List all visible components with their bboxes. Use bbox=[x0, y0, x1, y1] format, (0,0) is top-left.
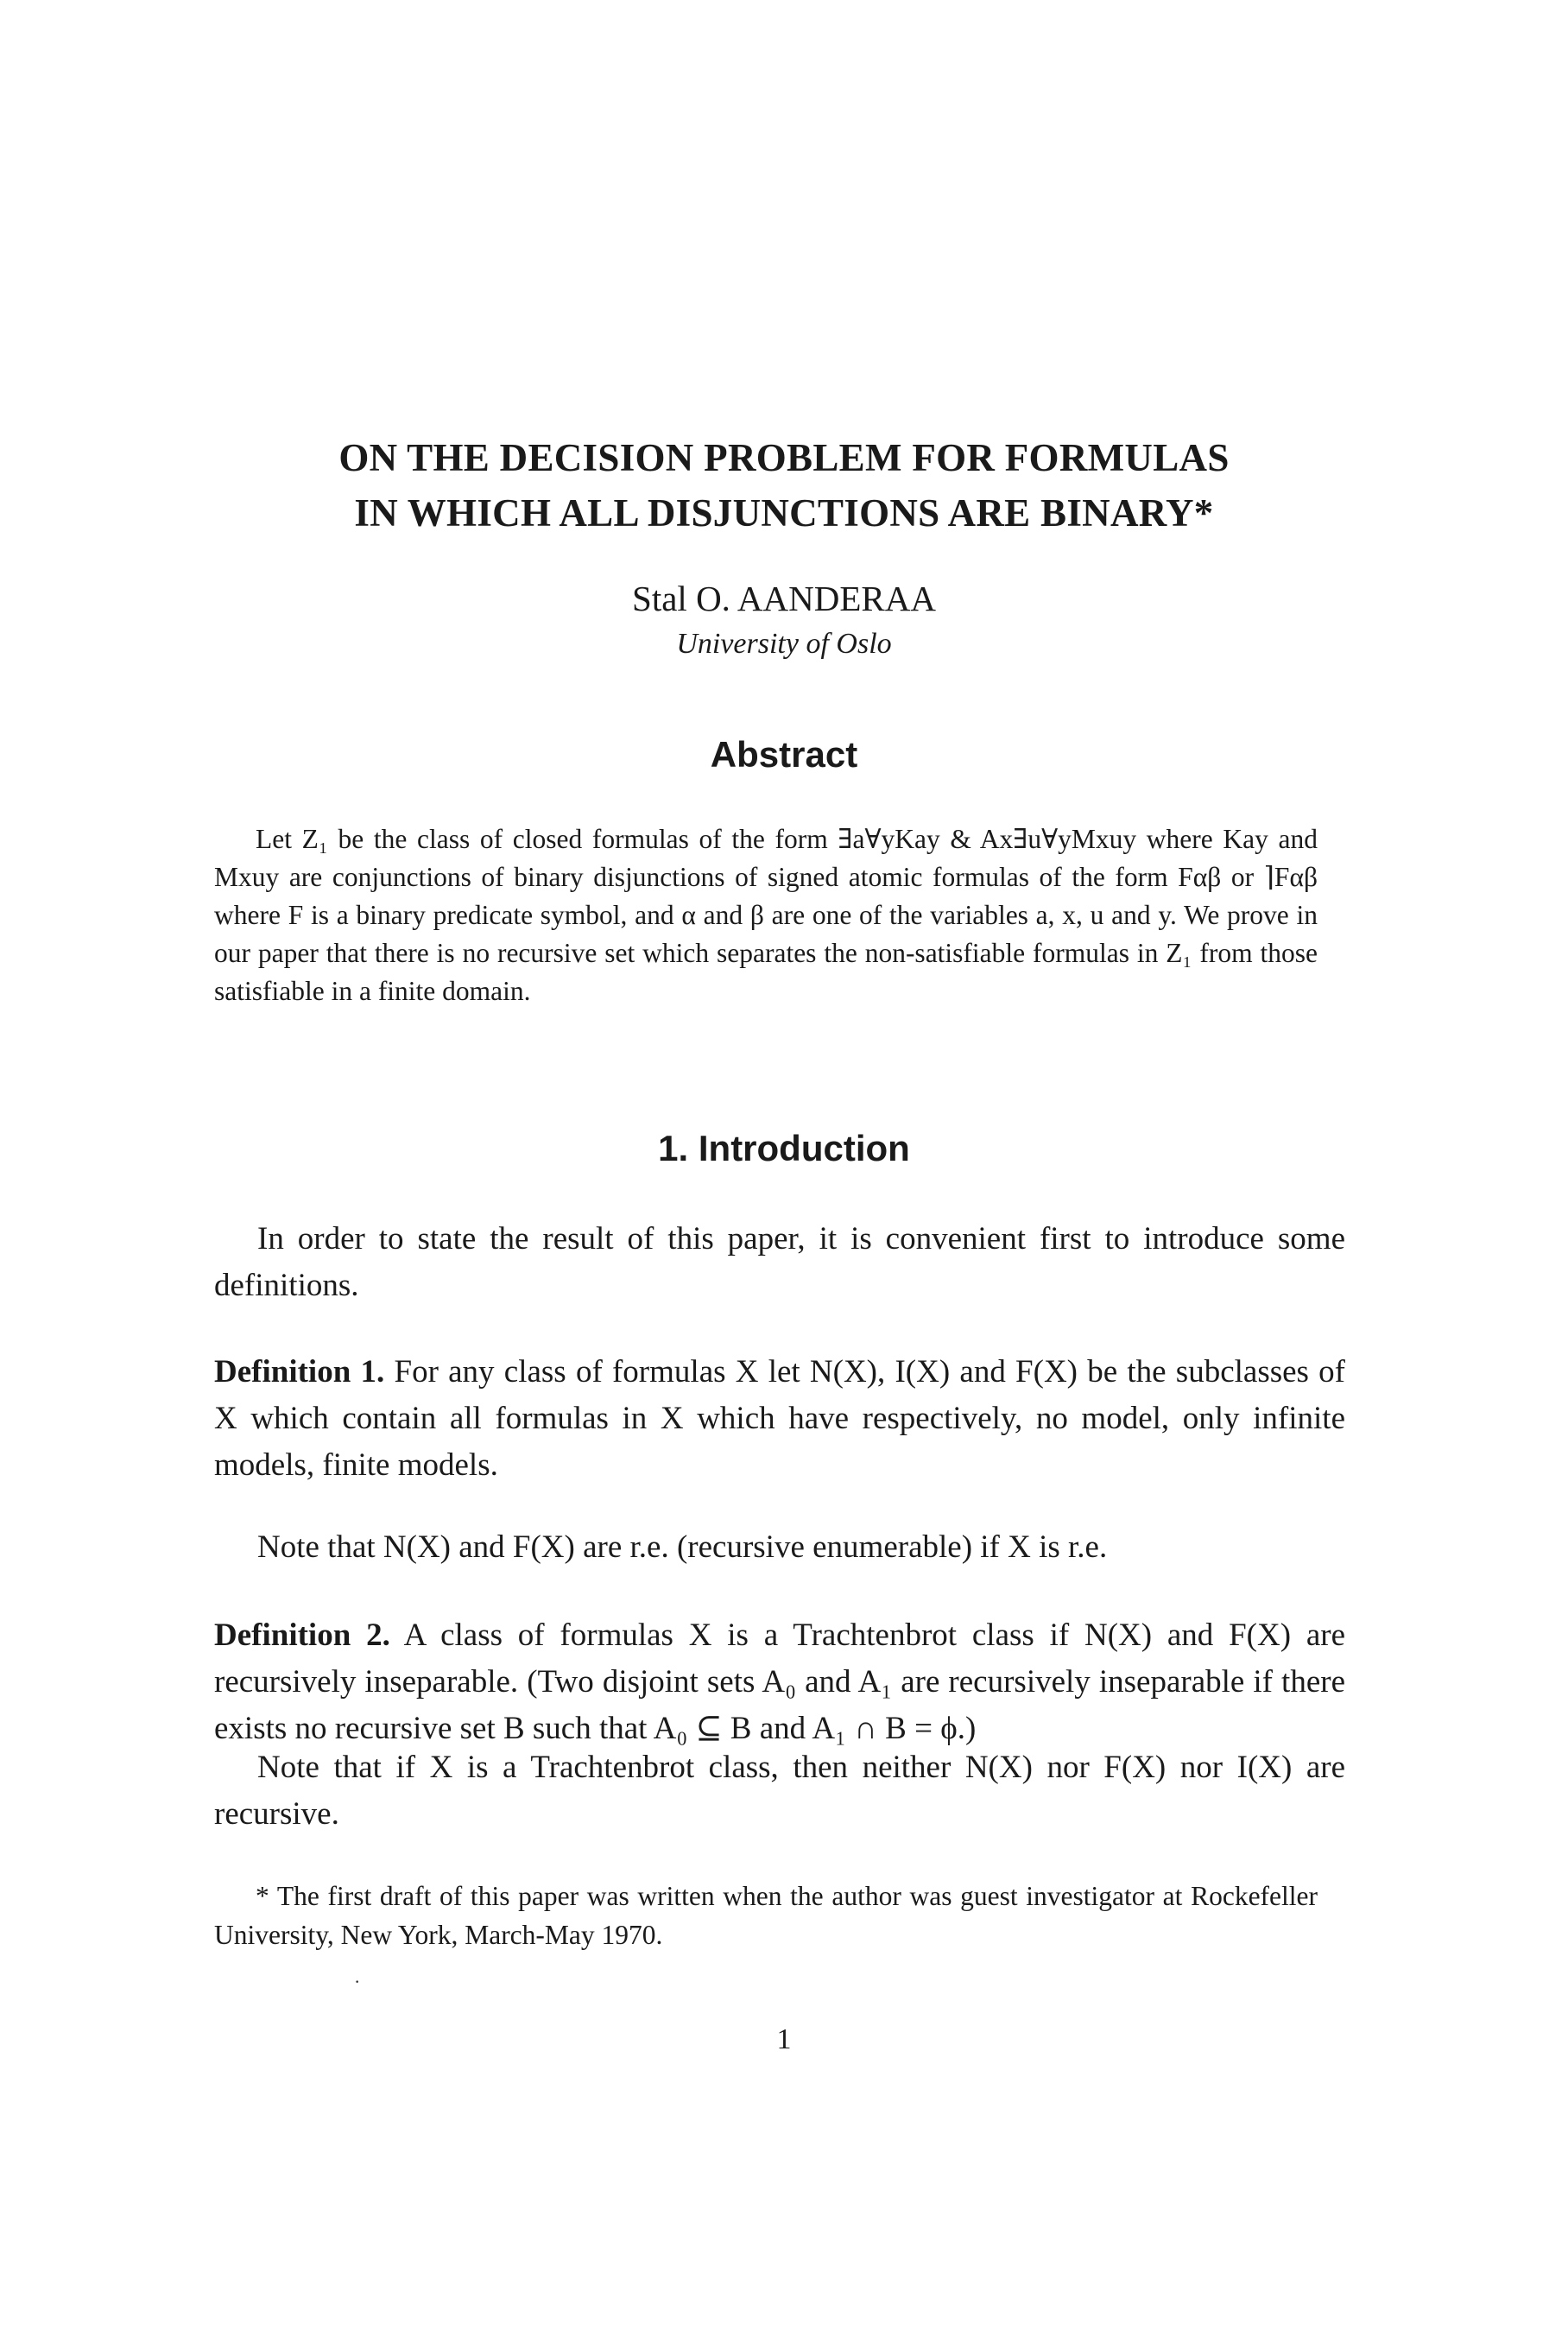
abstract-heading: Abstract bbox=[710, 734, 858, 775]
title-line-1: ON THE DECISION PROBLEM FOR FORMULAS bbox=[338, 436, 1230, 479]
intro-paragraph: In order to state the result of this paper, it is convenient first to introduce some definitions. bbox=[214, 1221, 1345, 1303]
footnote-text: * The first draft of this paper was written when the author was guest investigator at Rockefeller University, New York, March-May 1970. bbox=[214, 1881, 1318, 1950]
definition-1-label: Definition 1. bbox=[214, 1354, 385, 1390]
paper-title bbox=[0, 430, 1568, 541]
definition-1-text: For any class of formulas X let N(X), I(X) and F(X) be the subclasses of X which contain all formulas in X which have respectively, no model, only infinite models, finite models. bbox=[214, 1354, 1345, 1483]
abstract-body bbox=[214, 820, 1318, 1010]
definition-1 bbox=[214, 1349, 1345, 1489]
stray-mark: · bbox=[354, 1971, 361, 1992]
note-1-block bbox=[214, 1524, 1345, 1571]
author-name: Stal O. AANDERAA bbox=[632, 579, 936, 618]
title-line-2: IN WHICH ALL DISJUNCTIONS ARE BINARY* bbox=[354, 491, 1214, 535]
definition-2 bbox=[214, 1612, 1345, 1752]
page-number: 1 bbox=[776, 2023, 792, 2055]
note-2: Note that if X is a Trachtenbrot class, then neither N(X) nor F(X) nor I(X) are recursive. bbox=[214, 1750, 1345, 1832]
note-2-block bbox=[214, 1744, 1345, 1838]
intro-paragraph-block bbox=[214, 1216, 1345, 1309]
definition-2-label: Definition 2. bbox=[214, 1617, 390, 1653]
section-heading-introduction: 1. Introduction bbox=[658, 1128, 910, 1168]
definition-2-text: A class of formulas X is a Trachtenbrot class if N(X) and F(X) are recursively inseparable. (Two disjoint sets A₀ and A₁ are recursively inseparable if there exists no recursive set B such that A₀ ⊆ B and A₁ ∩ B = ϕ.) bbox=[214, 1617, 1345, 1746]
note-1: Note that N(X) and F(X) are r.e. (recursive enumerable) if X is r.e. bbox=[257, 1529, 1108, 1565]
author-affiliation: University of Oslo bbox=[676, 628, 892, 660]
footnote bbox=[214, 1877, 1318, 1954]
abstract-text: Let Z₁ be the class of closed formulas of the form ∃a∀yKay & Ax∃u∀yMxuy where Kay and Mxuy are conjunctions of binary disjunctions of signed atomic formulas of the form Fαβ or ⌉Fαβ where F is a binary predicate symbol, and α and β are one of the variables a, x, u and y. We prove in our paper that there is no recursive set which separates the non-satisfiable formulas in Z₁ from those satisfiable in a finite domain. bbox=[214, 824, 1318, 1006]
